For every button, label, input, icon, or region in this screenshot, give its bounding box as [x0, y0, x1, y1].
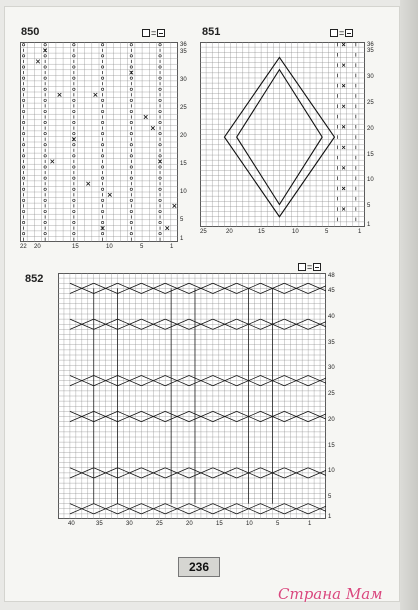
empty-square-icon — [298, 263, 306, 271]
tick-label: 15 — [258, 229, 265, 235]
tick-label: 1 — [180, 236, 184, 242]
tick-label: 25 — [328, 391, 335, 397]
tick-label: 35 — [180, 49, 187, 55]
chart-850-legend — [142, 28, 165, 38]
tick-label: 30 — [180, 77, 187, 83]
tick-label: 10 — [246, 521, 253, 527]
chart-852-number: 852 — [25, 273, 44, 285]
chart-851-legend — [330, 28, 353, 38]
tick-label: 20 — [186, 521, 193, 527]
tick-label: 22 — [20, 244, 27, 250]
tick-label: 25 — [200, 229, 207, 235]
book-spine — [400, 0, 418, 610]
empty-square-icon — [142, 29, 150, 37]
tick-label: 35 — [328, 340, 335, 346]
tick-label: 48 — [328, 273, 335, 279]
tick-label: 20 — [34, 244, 41, 250]
chart-852-grid — [58, 273, 326, 519]
tick-label: 15 — [367, 152, 374, 158]
tick-label: 35 — [367, 48, 374, 54]
tick-label: 35 — [96, 521, 103, 527]
tick-label: 10 — [180, 189, 187, 195]
tick-label: 1 — [170, 244, 174, 250]
tick-label: 5 — [140, 244, 144, 250]
tick-label: 20 — [226, 229, 233, 235]
tick-label: 1 — [367, 222, 371, 228]
chart-852-legend — [298, 262, 321, 272]
tick-label: 10 — [367, 177, 374, 183]
tick-label: 40 — [328, 314, 335, 320]
dash-square-icon — [345, 29, 353, 37]
tick-label: 5 — [325, 229, 329, 235]
chart-850-grid — [20, 42, 178, 242]
chart-851-number: 851 — [202, 26, 221, 38]
tick-label: 45 — [328, 288, 335, 294]
tick-label: 10 — [106, 244, 113, 250]
tick-label: 5 — [276, 521, 280, 527]
chart-850-number: 850 — [21, 26, 40, 38]
legend-equals: = — [307, 262, 313, 272]
dash-square-icon — [313, 263, 321, 271]
tick-label: 25 — [180, 105, 187, 111]
tick-label: 5 — [328, 494, 332, 500]
tick-label: 10 — [292, 229, 299, 235]
tick-label: 5 — [180, 217, 184, 223]
tick-label: 15 — [216, 521, 223, 527]
tick-label: 20 — [328, 417, 335, 423]
tick-label: 30 — [126, 521, 133, 527]
legend-equals: = — [339, 28, 345, 38]
tick-label: 20 — [367, 126, 374, 132]
legend-equals: = — [151, 28, 157, 38]
chart-851-row-top: 36 — [367, 42, 374, 48]
tick-label: 1 — [308, 521, 312, 527]
site-watermark: Страна Мам — [278, 585, 383, 603]
tick-label: 15 — [180, 161, 187, 167]
dash-square-icon — [157, 29, 165, 37]
tick-label: 10 — [328, 468, 335, 474]
tick-label: 20 — [180, 133, 187, 139]
tick-label: 25 — [156, 521, 163, 527]
tick-label: 30 — [328, 365, 335, 371]
tick-label: 15 — [72, 244, 79, 250]
tick-label: 15 — [328, 443, 335, 449]
page-number: 236 — [178, 557, 220, 577]
tick-label: 1 — [328, 514, 332, 520]
empty-square-icon — [330, 29, 338, 37]
tick-label: 1 — [358, 229, 362, 235]
tick-label: 25 — [367, 100, 374, 106]
chart-851-grid — [200, 42, 365, 227]
tick-label: 30 — [367, 74, 374, 80]
tick-label: 5 — [367, 203, 371, 209]
chart-850-row-top: 36 — [180, 42, 187, 48]
tick-label: 40 — [68, 521, 75, 527]
